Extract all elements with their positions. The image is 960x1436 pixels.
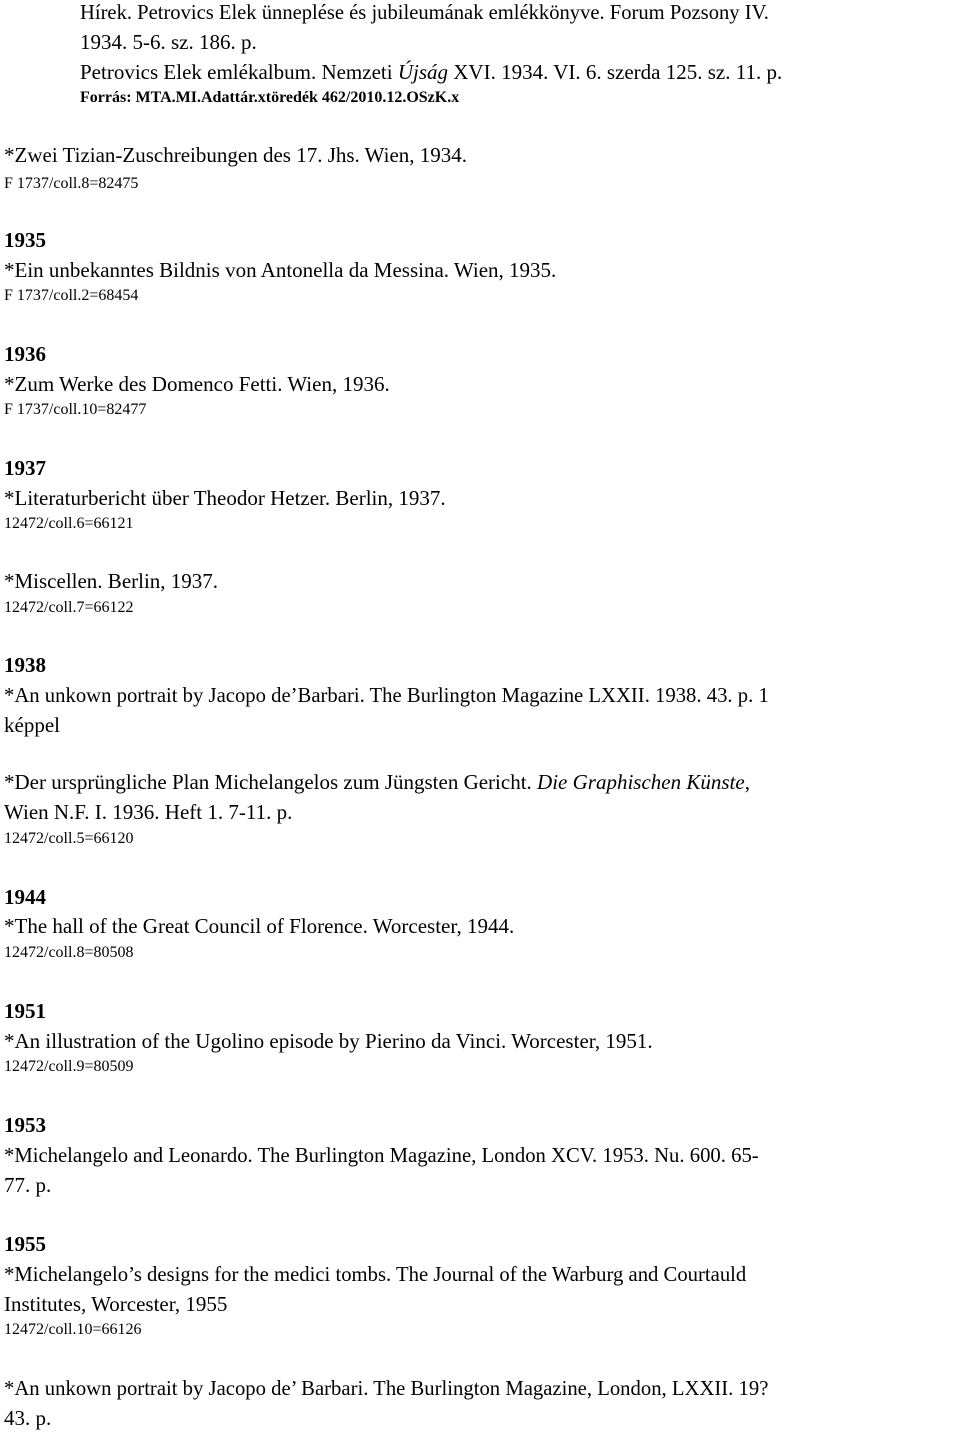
entry-title: *Literaturbericht über Theodor Hetzer. Berlin, 1937. [4,486,446,510]
year-heading: 1944 [4,885,46,909]
text-line: képpel [4,713,60,737]
entry-title: *Der ursprüngliche Plan Michelangelos zum Jüngsten Gericht. Die Graphischen Künste, [4,770,750,794]
call-number: 12472/coll.5=66120 [4,830,134,847]
year-heading: 1937 [4,456,46,480]
year-heading: 1936 [4,342,46,366]
text-line: 1934. 5-6. sz. 186. p. [80,30,257,54]
text-line: Wien N.F. I. 1936. Heft 1. 7-11. p. [4,800,293,824]
year-heading: 1953 [4,1113,46,1137]
call-number: 12472/coll.10=66126 [4,1321,142,1338]
entry-title: *An illustration of the Ugolino episode by Pierino da Vinci. Worcester, 1951. [4,1029,653,1053]
call-number: F 1737/coll.8=82475 [4,175,139,192]
call-number: 12472/coll.8=80508 [4,944,134,961]
text-line: Petrovics Elek emlékalbum. Nemzeti Újság XVI. 1934. VI. 6. szerda 125. sz. 11. p. [80,60,783,84]
entry-title: *The hall of the Great Council of Florence. Worcester, 1944. [4,914,515,938]
entry-title: *Zwei Tizian-Zuschreibungen des 17. Jhs. Wien, 1934. [4,143,468,167]
entry-title: *An unkown portrait by Jacopo de’ Barbari. The Burlington Magazine, London, LXXII. 19? [4,1376,769,1400]
text-line: 43. p. [4,1406,52,1430]
text-line: Institutes, Worcester, 1955 [4,1292,228,1316]
call-number: F 1737/coll.2=68454 [4,287,139,304]
source-line: Forrás: MTA.MI.Adattár.xtöredék 462/2010.12.OSzK.x [80,89,460,106]
call-number: 12472/coll.7=66122 [4,599,134,616]
text-line: 77. p. [4,1173,52,1197]
year-heading: 1951 [4,999,46,1023]
call-number: F 1737/coll.10=82477 [4,401,147,418]
call-number: 12472/coll.9=80509 [4,1058,134,1075]
year-heading: 1935 [4,228,46,252]
entry-title: *Ein unbekanntes Bildnis von Antonella da Messina. Wien, 1935. [4,258,557,282]
call-number: 12472/coll.6=66121 [4,515,134,532]
entry-title: *Michelangelo and Leonardo. The Burlington Magazine, London XCV. 1953. Nu. 600. 65- [4,1143,759,1167]
entry-title: *Michelangelo’s designs for the medici tombs. The Journal of the Warburg and Courtauld [4,1262,747,1286]
entry-title: *An unkown portrait by Jacopo de’Barbari. The Burlington Magazine LXXII. 1938. 43. p. 1 [4,683,769,707]
entry-title: *Zum Werke des Domenco Fetti. Wien, 1936. [4,372,390,396]
year-heading: 1938 [4,653,46,677]
year-heading: 1955 [4,1232,46,1256]
entry-title: *Miscellen. Berlin, 1937. [4,569,219,593]
text-line: Hírek. Petrovics Elek ünneplése és jubileumának emlékkönyve. Forum Pozsony IV. [80,0,769,24]
